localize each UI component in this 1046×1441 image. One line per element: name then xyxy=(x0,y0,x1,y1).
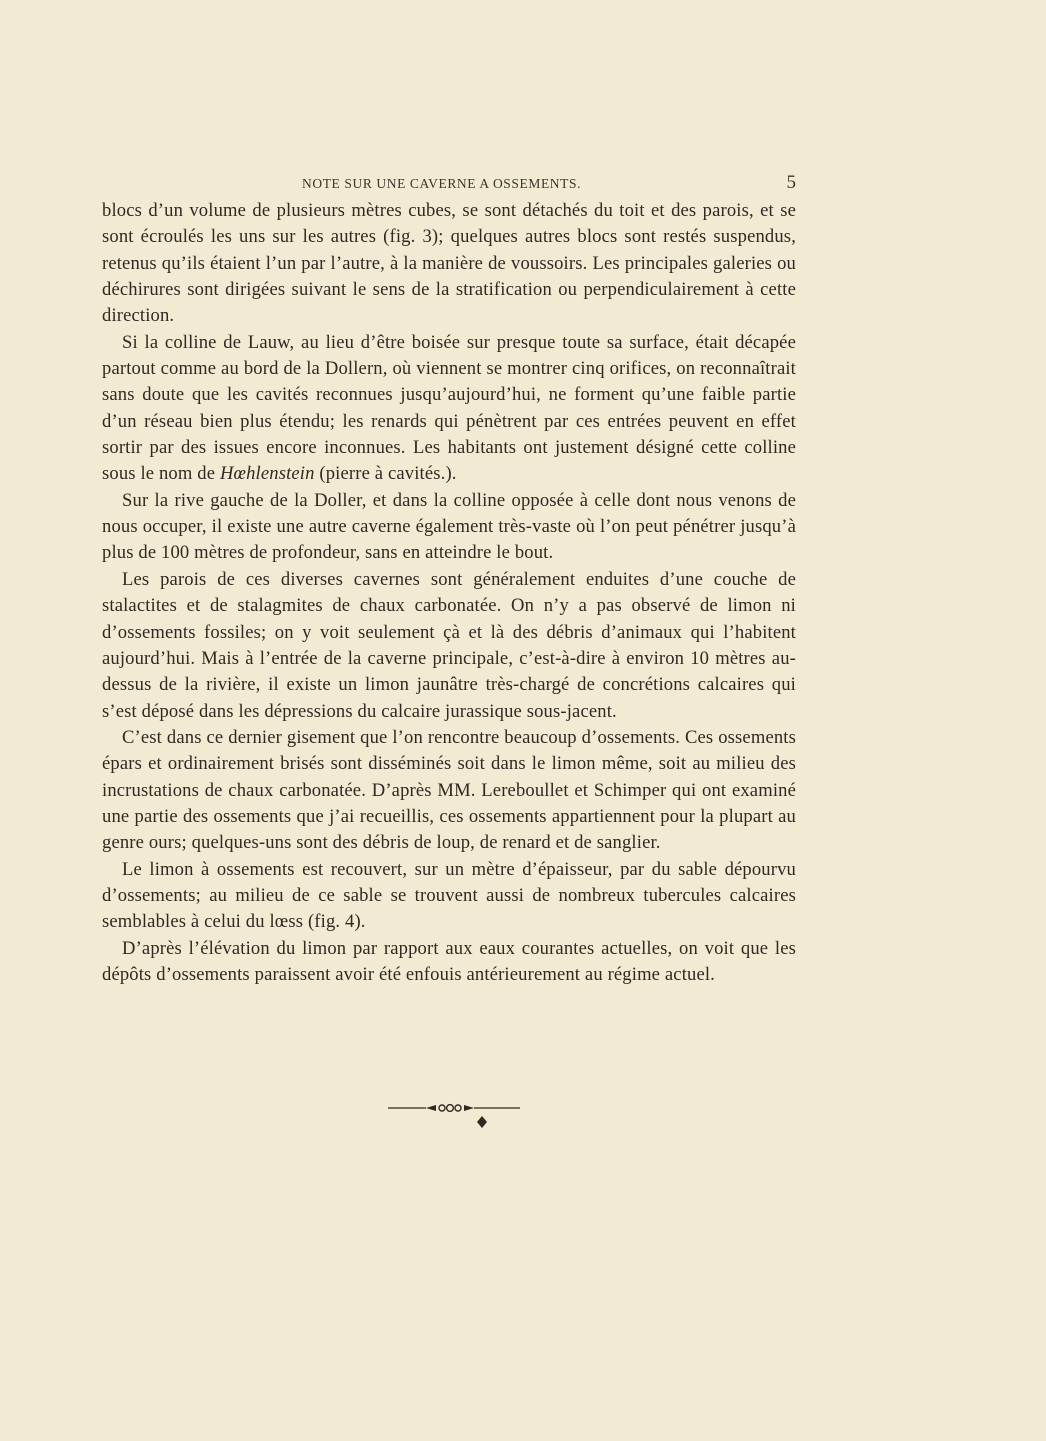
paragraph-4: Les parois de ces diverses cavernes sont généralement enduites d’une couche de stalactites et de stalagmites de chaux carbonatée. On n’y a pas observé de limon ni d’ossements fossiles; on y voit seulement çà et là des débris d’animaux qui l’habitent aujourd’hui. Mais à l’entrée de la caverne principale, c’est-à-dire à environ 10 mètres au-dessus de la rivière, il existe un limon jaunâtre très-chargé de concrétions calcaires qui s’est déposé dans les dépressions du calcaire jurassique sous-jacent. xyxy=(102,568,796,722)
paragraph-2 xyxy=(102,330,796,488)
paragraph-2-tail: (pierre à cavités.). xyxy=(319,463,457,485)
paragraph-1: blocs d’un volume de plusieurs mètres cubes, se sont détachés du toit et des parois, et se sont écroulés les uns sur les autres (fig. 3); quelques autres blocs sont restés suspendus, retenus qu’ils étaient l’un par l’autre, à la manière de voussoirs. Les principales galeries ou déchirures sont dirigées suivant le sens de la stratification ou perpendiculairement à cette direction. xyxy=(102,200,796,327)
paragraph-6: Le limon à ossements est recouvert, sur un mètre d’épaisseur, par du sable dépourvu d’ossements; au milieu de ce sable se trouvent aussi de nombreux tubercules calcaires semblables à celui du lœss (fig. 4). xyxy=(102,858,796,933)
page-number: 5 xyxy=(786,172,796,193)
running-title: NOTE SUR UNE CAVERNE A OSSEMENTS. xyxy=(302,176,582,191)
italic-term: Hœhlenstein xyxy=(219,463,315,485)
paragraph-2-text: Si la colline de Lauw, au lieu d’être boisée sur presque toute sa surface, était décapée partout comme au bord de la Dollern, où viennent se montrer cinq orifices, on reconnaîtrait sans doute que les cavités reconnues jusqu’aujourd’hui, ne forment qu’une faible partie d’un réseau bien plus étendu; les renards qui pénètrent par ces entrées peuvent en effet sortir par des issues encore inconnues. Les habitants ont justement désigné cette colline sous le nom de xyxy=(102,331,796,485)
paragraph-7: D’après l’élévation du limon par rapport aux eaux courantes actuelles, on voit que les dépôts d’ossements paraissent avoir été enfouis antérieurement au régime actuel. xyxy=(102,937,796,985)
running-head xyxy=(102,172,796,194)
tailpiece-ornament-icon xyxy=(388,1100,520,1130)
paragraph-3: Sur la rive gauche de la Doller, et dans la colline opposée à celle dont nous venons de nous occuper, il existe une autre caverne également très-vaste où l’on peut pénétrer jusqu’à plus de 100 mètres de profondeur, sans en atteindre le bout. xyxy=(102,489,796,564)
body-text xyxy=(102,198,796,988)
paragraph-5: C’est dans ce dernier gisement que l’on rencontre beaucoup d’ossements. Ces ossements épars et ordinairement brisés sont disséminés soit dans le limon même, soit au milieu des incrustations de chaux carbonatée. D’après MM. Lereboullet et Schimper qui ont examiné une partie des ossements que j’ai recueillis, ces ossements appartiennent pour la plupart au genre ours; quelques-uns sont des débris de loup, de renard et de sanglier. xyxy=(102,726,796,854)
